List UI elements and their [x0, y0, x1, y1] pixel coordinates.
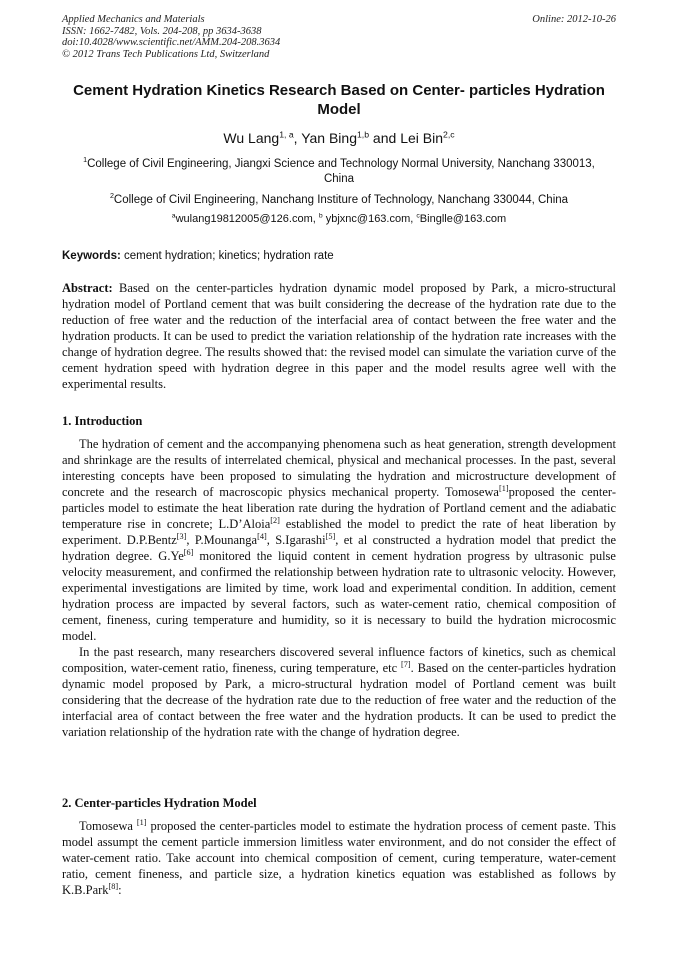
affiliation-text: College of Civil Engineering, Nanchang Institure of Technology, Nanchang 330044, China — [113, 194, 569, 206]
email-line — [62, 212, 616, 227]
paragraph-text: proposed the center-particles model to estimate the hydration process of cement paste. This model assumpt the cement particle immersion limitless water environment, and do not consider the effect of water-cement ratio. Take account into chemical composition of cement, curing temperature, water-cement ratio, cement fineness, and particle size, a hydration kinetics equation was established as follows by K.B.Park — [62, 819, 616, 897]
copyright-line: © 2012 Trans Tech Publications Ltd, Switzerland — [62, 48, 270, 60]
section-heading-introduction: 1. Introduction — [62, 414, 143, 428]
abstract — [62, 280, 616, 392]
paragraph-text: Tomosewa — [79, 819, 137, 833]
citation-ref[interactable]: [4] — [257, 531, 267, 541]
paragraph-text: : — [118, 883, 122, 897]
author-superscript: 2,c — [443, 129, 455, 140]
journal-name: Applied Mechanics and Materials — [62, 14, 205, 25]
section-heading-model: 2. Center-particles Hydration Model — [62, 796, 257, 810]
affiliation-1 — [76, 157, 602, 187]
abstract-label: Abstract: — [62, 281, 113, 295]
paragraph-text: The hydration of cement and the accompanying phenomena such as heat generation, strength development and shrinkage are the results of interrelated chemical, physical and mechanical processes. In the past, several interesting concepts have been proposed to simulating the hydration and microstructure development of concrete and the research of macroscopic physics mechanical property. Tomosewa — [62, 437, 616, 499]
paragraph-text: , P.Mounanga — [186, 533, 258, 547]
email-address[interactable]: Binglle@163.com — [419, 213, 507, 225]
citation-ref[interactable]: [1] — [498, 483, 509, 493]
affiliation-2 — [76, 193, 602, 208]
issn-line: ISSN: 1662-7482, Vols. 204-208, pp 3634-3638 — [62, 25, 262, 37]
online-date: Online: 2012-10-26 — [532, 14, 616, 25]
author-name: Lei Bin — [400, 130, 443, 146]
email-marker: a — [171, 212, 176, 220]
paragraph-text: , S.Igarashi — [266, 533, 326, 547]
paragraph-text: established the model to predict the rate of heat liberation by experiment. D.P.Bentz — [62, 517, 617, 547]
paragraph — [62, 818, 616, 898]
paragraph — [62, 644, 616, 740]
doi-line: doi:10.4028/www.scientific.net/AMM.204-208.3634 — [62, 37, 281, 48]
citation-ref[interactable]: [6] — [183, 547, 194, 557]
email-address[interactable]: ybjxnc@163.com, — [322, 213, 417, 225]
citation-ref[interactable]: [3] — [176, 531, 187, 541]
citation-ref[interactable]: [2] — [270, 515, 280, 525]
abstract-text: Based on the center-particles hydration dynamic model proposed by Park, a micro-structural hydration model of Portland cement that was built considering the decrease of the hydration rate due to the reduction of free water and the reduction of the interfacial area of contact between the free water and the hydration products. It can be used to predict the variation relationship of the hydration rate increases with the change of hydration degree. The results showed that: the revised model can simulate the variation curve of the cement hydration speed with hydration degree in this paper and the model results agree well with the experimental results. — [62, 281, 616, 391]
keywords-text: cement hydration; kinetics; hydration rate — [120, 250, 334, 262]
model-body — [62, 818, 616, 898]
keywords — [62, 249, 616, 264]
affiliation-marker: 1 — [83, 156, 88, 165]
paragraph-text: . Based on the center-particles hydration dynamic model proposed by Park, a micro-structural hydration model of Portland cement was built considering that the decrease of the hydration rate due to the reduction of free water and the reduction of the interfacial area of contact between the free water and the hydration products. It can be used to predict the variation relationship of the hydration rate with the change of hydration degree. — [62, 661, 617, 739]
email-address[interactable]: wulang19812005@126.com, — [175, 213, 319, 225]
citation-ref[interactable]: [8] — [108, 881, 119, 891]
email-marker: c — [416, 212, 420, 220]
paper-title: Cement Hydration Kinetics Research Based on Center- particles Hydration Model — [73, 82, 605, 118]
citation-ref[interactable]: [7] — [401, 659, 411, 669]
email-marker: b — [318, 212, 323, 220]
author-superscript: 1,b — [356, 129, 370, 140]
keywords-label: Keywords: — [62, 250, 121, 262]
paragraph-text: , et al constructed a hydration model that predict the hydration degree. G.Ye — [62, 533, 617, 563]
author-name: Yan Bing — [301, 130, 357, 146]
affiliation-text: College of Civil Engineering, Jiangxi Science and Technology Normal University, Nanchang 330013, China — [87, 158, 595, 185]
affiliation-marker: 2 — [109, 192, 114, 201]
author-separator: , — [293, 130, 302, 146]
author-separator: and — [369, 130, 401, 146]
author-list — [62, 129, 616, 147]
paragraph-text: In the past research, many researchers discovered several influence factors of kinetics, such as chemical composition, water-cement ratio, fineness, curing temperature, etc — [62, 645, 616, 675]
paragraph-text: monitored the liquid content in cement hydration progress by ultrasonic pulse velocity measurement, and confirmed the relationship between hydration rate to ultrasonic velocity. However, experimental investigations are limited by time, work load and experimental condition. In addition, cement hydration process are impacted by several factors, such as water-cement ratio, chemical composition of cement, fineness, curing temperature and humidity, so it is necessary to build the hydration microcosmic model. — [62, 549, 616, 643]
author-name: Wu Lang — [223, 130, 280, 146]
running-header — [62, 14, 616, 60]
paragraph-text: proposed the center-particles model to estimate the heat liberation rate during the hydration of Portland cement and the adiabatic temperature rise in concrete; L.D’Aloia — [62, 485, 616, 531]
paragraph — [62, 436, 616, 644]
citation-ref[interactable]: [1] — [136, 817, 147, 827]
introduction-body — [62, 436, 616, 740]
citation-ref[interactable]: [5] — [325, 531, 336, 541]
author-superscript: 1, a — [279, 129, 294, 140]
